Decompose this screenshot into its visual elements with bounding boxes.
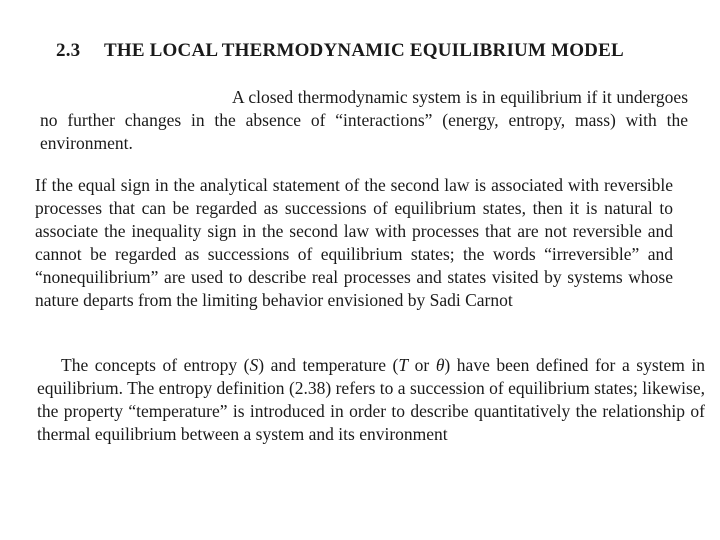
- section-number: 2.3: [56, 40, 81, 61]
- paragraph-entropy-temperature: The concepts of entropy (S) and temperature (T or θ) have been defined for a system in equilibrium. The entropy definition (2.38) refers to a succession of equilibrium states; likewise, the property “temperature” is introduced in order to describe quantitatively the relationship of thermal equilibrium between a system and its environment: [37, 355, 706, 444]
- paragraph-equilibrium-definition: A closed thermodynamic system is in equilibrium if it undergoes no further changes in the absence of “interactions” (energy, entropy, mass) with the environment.: [40, 87, 688, 153]
- paragraph-second-law: If the equal sign in the analytical statement of the second law is associated with reversible processes that can be regarded as successions of equilibrium states, then it is natural to associate the inequality sign in the second law with processes that are not reversible and cannot be regarded as successions of equilibrium states; the words “irreversible” and “nonequilibrium” are used to describe real processes and states visited by systems whose nature departs from the limiting behavior envisioned by Sadi Carnot: [35, 175, 673, 310]
- section-title: THE LOCAL THERMODYNAMIC EQUILIBRIUM MODEL: [104, 40, 624, 61]
- section-heading: [56, 40, 696, 62]
